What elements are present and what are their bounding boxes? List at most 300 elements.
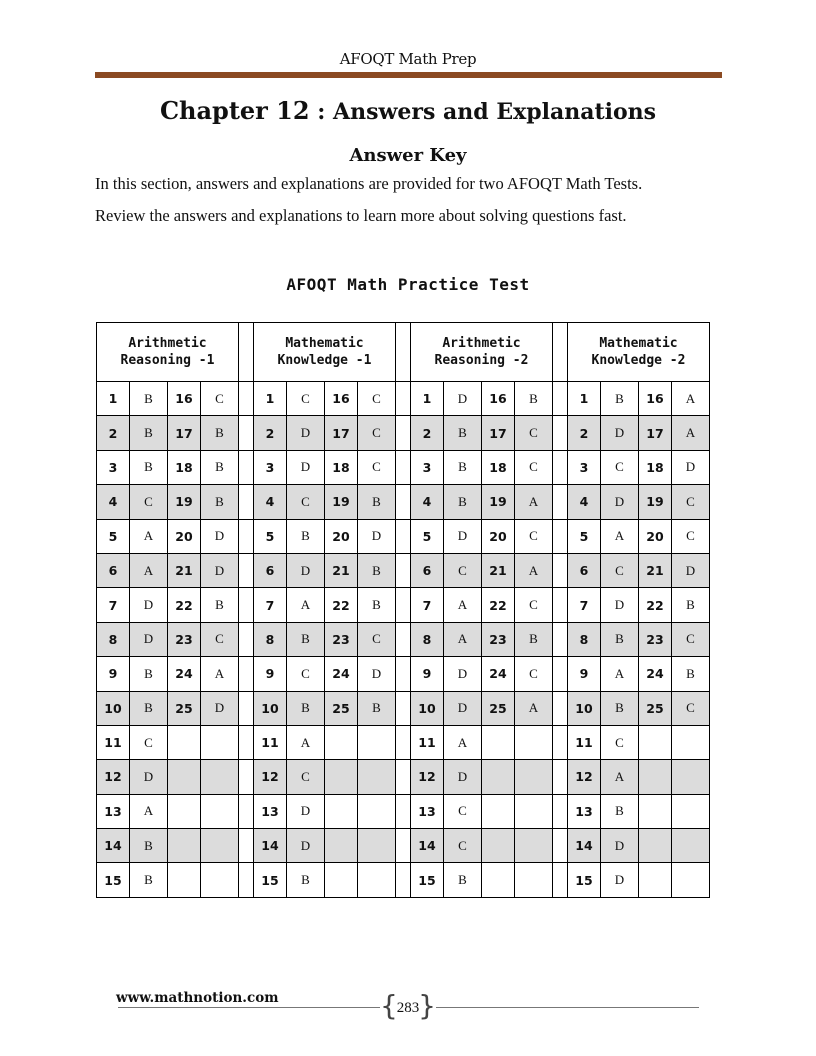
column-gap <box>239 382 254 416</box>
answer-letter: C <box>358 450 396 484</box>
section-title: Answer Key <box>349 145 467 166</box>
answer-letter: D <box>287 416 325 450</box>
column-gap <box>396 485 411 519</box>
column-gap <box>239 622 254 656</box>
table-row <box>97 657 710 691</box>
answer-letter: B <box>358 588 396 622</box>
answer-letter: C <box>672 485 710 519</box>
answer-letter: D <box>358 519 396 553</box>
question-number <box>168 829 201 863</box>
answer-letter: B <box>130 382 168 416</box>
answer-letter: A <box>130 553 168 587</box>
table-row <box>97 725 710 759</box>
block-header <box>568 323 710 382</box>
answer-letter: B <box>130 863 168 897</box>
question-number: 17 <box>325 416 358 450</box>
question-number: 2 <box>568 416 601 450</box>
answer-letter: C <box>601 553 639 587</box>
question-number: 1 <box>254 382 287 416</box>
question-number <box>482 829 515 863</box>
question-number: 18 <box>168 450 201 484</box>
answer-letter: A <box>515 691 553 725</box>
answer-letter: A <box>130 519 168 553</box>
question-number <box>482 725 515 759</box>
question-number: 24 <box>325 657 358 691</box>
block-header-line-1: Arithmetic <box>128 336 207 351</box>
column-gap <box>396 794 411 828</box>
right-brace-icon: } <box>418 989 436 1022</box>
question-number: 19 <box>639 485 672 519</box>
block-header <box>97 323 239 382</box>
answer-letter: B <box>515 382 553 416</box>
answer-letter: D <box>130 760 168 794</box>
question-number <box>639 863 672 897</box>
answer-letter: D <box>130 622 168 656</box>
column-gap <box>239 323 254 382</box>
answer-letter: A <box>444 588 482 622</box>
answer-letter <box>358 794 396 828</box>
answer-letter <box>201 829 239 863</box>
question-number: 6 <box>97 553 130 587</box>
answer-letter: D <box>601 416 639 450</box>
question-number: 11 <box>411 725 444 759</box>
question-number: 4 <box>254 485 287 519</box>
answer-letter <box>358 760 396 794</box>
block-header-line-2: Reasoning -2 <box>434 353 529 368</box>
question-number: 21 <box>168 553 201 587</box>
block-header-line-2: Reasoning -1 <box>120 353 215 368</box>
answer-letter <box>515 725 553 759</box>
answer-letter: C <box>601 450 639 484</box>
question-number: 15 <box>254 863 287 897</box>
question-number <box>325 725 358 759</box>
question-number: 11 <box>568 725 601 759</box>
table-row <box>97 622 710 656</box>
answer-letter <box>672 829 710 863</box>
column-gap <box>239 760 254 794</box>
answer-letter <box>515 760 553 794</box>
column-gap <box>553 657 568 691</box>
question-number: 9 <box>97 657 130 691</box>
question-number: 7 <box>411 588 444 622</box>
answer-letter: C <box>201 622 239 656</box>
question-number: 22 <box>482 588 515 622</box>
block-header <box>411 323 553 382</box>
question-number: 4 <box>568 485 601 519</box>
answer-letter: C <box>358 622 396 656</box>
question-number: 11 <box>254 725 287 759</box>
question-number: 21 <box>482 553 515 587</box>
table-row <box>97 829 710 863</box>
page-number-box <box>380 989 436 1022</box>
answer-letter: D <box>601 863 639 897</box>
question-number: 4 <box>97 485 130 519</box>
intro-paragraph-line-1: In this section, answers and explanations are provided for two AFOQT Math Tests. <box>95 174 643 193</box>
answer-letter: C <box>672 519 710 553</box>
column-gap <box>239 725 254 759</box>
question-number: 24 <box>168 657 201 691</box>
running-header: AFOQT Math Prep <box>339 50 477 68</box>
table-row <box>97 450 710 484</box>
answer-letter: D <box>444 760 482 794</box>
question-number: 3 <box>568 450 601 484</box>
question-number: 8 <box>97 622 130 656</box>
answer-letter: C <box>287 382 325 416</box>
answer-table-title: AFOQT Math Practice Test <box>286 275 530 294</box>
answer-letter: C <box>358 416 396 450</box>
answer-letter: D <box>672 450 710 484</box>
column-gap <box>239 794 254 828</box>
question-number: 14 <box>254 829 287 863</box>
answer-letter <box>515 829 553 863</box>
answer-letter: C <box>515 588 553 622</box>
block-header-line-2: Knowledge -2 <box>591 353 686 368</box>
chapter-title-text: : Answers and Explanations <box>317 99 657 125</box>
answer-letter: D <box>444 657 482 691</box>
column-gap <box>396 519 411 553</box>
answer-letter <box>201 794 239 828</box>
question-number: 5 <box>97 519 130 553</box>
question-number <box>482 794 515 828</box>
column-gap <box>553 553 568 587</box>
question-number: 13 <box>411 794 444 828</box>
answer-letter: B <box>601 691 639 725</box>
question-number: 17 <box>482 416 515 450</box>
answer-letter: B <box>130 416 168 450</box>
answer-letter: C <box>130 485 168 519</box>
question-number: 10 <box>254 691 287 725</box>
answer-letter: D <box>287 450 325 484</box>
question-number <box>639 794 672 828</box>
column-gap <box>553 323 568 382</box>
column-gap <box>396 829 411 863</box>
answer-letter: C <box>672 691 710 725</box>
question-number: 16 <box>482 382 515 416</box>
question-number: 7 <box>568 588 601 622</box>
question-number: 2 <box>411 416 444 450</box>
answer-letter: B <box>201 588 239 622</box>
answer-letter: B <box>287 863 325 897</box>
column-gap <box>396 382 411 416</box>
answer-letter <box>201 863 239 897</box>
answer-letter <box>515 794 553 828</box>
question-number: 25 <box>168 691 201 725</box>
column-gap <box>553 863 568 897</box>
table-row <box>97 519 710 553</box>
answer-letter: A <box>672 382 710 416</box>
question-number: 1 <box>568 382 601 416</box>
answer-letter: C <box>444 794 482 828</box>
question-number <box>325 863 358 897</box>
question-number: 13 <box>97 794 130 828</box>
question-number: 22 <box>325 588 358 622</box>
answer-letter: D <box>444 382 482 416</box>
table-row <box>97 416 710 450</box>
answer-letter: D <box>287 553 325 587</box>
answer-letter: A <box>201 657 239 691</box>
answer-letter: B <box>515 622 553 656</box>
question-number: 3 <box>97 450 130 484</box>
column-gap <box>239 588 254 622</box>
block-header-line-1: Mathematic <box>599 336 678 351</box>
question-number: 17 <box>639 416 672 450</box>
question-number <box>482 863 515 897</box>
question-number: 23 <box>639 622 672 656</box>
column-gap <box>239 829 254 863</box>
answer-letter: D <box>601 829 639 863</box>
question-number: 1 <box>411 382 444 416</box>
question-number: 19 <box>168 485 201 519</box>
answer-letter: B <box>201 485 239 519</box>
question-number: 18 <box>325 450 358 484</box>
column-gap <box>396 657 411 691</box>
answer-letter: C <box>287 485 325 519</box>
question-number: 23 <box>168 622 201 656</box>
answer-letter: C <box>515 519 553 553</box>
question-number <box>325 760 358 794</box>
answer-letter <box>672 863 710 897</box>
question-number <box>325 794 358 828</box>
question-number <box>168 794 201 828</box>
question-number <box>168 725 201 759</box>
answer-letter: C <box>515 657 553 691</box>
question-number: 6 <box>254 553 287 587</box>
answer-letter: D <box>672 553 710 587</box>
question-number: 24 <box>639 657 672 691</box>
answer-letter: B <box>287 622 325 656</box>
answer-letter: A <box>515 485 553 519</box>
question-number: 12 <box>97 760 130 794</box>
block-header <box>254 323 396 382</box>
answer-letter: B <box>601 622 639 656</box>
column-gap <box>553 622 568 656</box>
question-number: 5 <box>254 519 287 553</box>
answer-letter: B <box>130 450 168 484</box>
question-number <box>639 725 672 759</box>
table-row <box>97 760 710 794</box>
question-number: 16 <box>325 382 358 416</box>
question-number: 10 <box>97 691 130 725</box>
question-number: 2 <box>254 416 287 450</box>
column-gap <box>239 863 254 897</box>
answer-letter: C <box>515 416 553 450</box>
answer-letter: C <box>201 382 239 416</box>
question-number <box>639 829 672 863</box>
question-number: 12 <box>254 760 287 794</box>
question-number: 9 <box>568 657 601 691</box>
answer-letter: B <box>444 450 482 484</box>
column-gap <box>553 829 568 863</box>
answer-letter: A <box>444 622 482 656</box>
question-number: 19 <box>482 485 515 519</box>
answer-letter: A <box>287 725 325 759</box>
answer-letter <box>672 725 710 759</box>
answer-letter <box>201 725 239 759</box>
question-number: 14 <box>568 829 601 863</box>
table-row <box>97 553 710 587</box>
answer-letter <box>672 794 710 828</box>
question-number: 25 <box>639 691 672 725</box>
answer-letter: D <box>201 519 239 553</box>
answer-letter: A <box>601 657 639 691</box>
answer-letter: C <box>515 450 553 484</box>
question-number: 15 <box>97 863 130 897</box>
question-number <box>168 863 201 897</box>
question-number: 24 <box>482 657 515 691</box>
question-number: 8 <box>411 622 444 656</box>
answer-letter <box>358 725 396 759</box>
column-gap <box>239 657 254 691</box>
answer-letter: B <box>601 794 639 828</box>
answer-letter: C <box>601 725 639 759</box>
question-number: 6 <box>411 553 444 587</box>
question-number: 8 <box>254 622 287 656</box>
question-number: 17 <box>168 416 201 450</box>
answer-letter: C <box>130 725 168 759</box>
answer-letter: D <box>444 519 482 553</box>
answer-letter: C <box>444 829 482 863</box>
question-number: 20 <box>482 519 515 553</box>
question-number: 18 <box>639 450 672 484</box>
column-gap <box>239 416 254 450</box>
answer-letter <box>201 760 239 794</box>
question-number: 8 <box>568 622 601 656</box>
answer-letter <box>672 760 710 794</box>
question-number: 20 <box>639 519 672 553</box>
question-number: 7 <box>97 588 130 622</box>
answer-letter: C <box>358 382 396 416</box>
table-row <box>97 382 710 416</box>
answer-letter: A <box>601 760 639 794</box>
question-number: 9 <box>254 657 287 691</box>
question-number: 22 <box>168 588 201 622</box>
answer-letter: B <box>130 657 168 691</box>
question-number: 6 <box>568 553 601 587</box>
question-number: 18 <box>482 450 515 484</box>
answer-letter: B <box>201 450 239 484</box>
chapter-title <box>0 96 816 125</box>
answer-letter <box>358 863 396 897</box>
question-number: 23 <box>325 622 358 656</box>
answer-letter: D <box>130 588 168 622</box>
answer-letter: D <box>201 553 239 587</box>
page-number: 283 <box>396 1000 420 1016</box>
answer-letter: B <box>444 863 482 897</box>
table-row <box>97 794 710 828</box>
answer-letter: B <box>358 485 396 519</box>
footer-website: www.mathnotion.com <box>116 990 279 1006</box>
question-number: 15 <box>568 863 601 897</box>
question-number: 19 <box>325 485 358 519</box>
question-number: 11 <box>97 725 130 759</box>
question-number: 3 <box>411 450 444 484</box>
answer-letter: A <box>444 725 482 759</box>
question-number: 21 <box>325 553 358 587</box>
answer-letter: B <box>287 691 325 725</box>
column-gap <box>553 519 568 553</box>
answer-letter: B <box>672 588 710 622</box>
header-rule <box>95 72 722 78</box>
column-gap <box>396 725 411 759</box>
answer-letter: B <box>130 691 168 725</box>
column-gap <box>553 382 568 416</box>
answer-letter: B <box>287 519 325 553</box>
answer-letter: D <box>358 657 396 691</box>
answer-letter: A <box>515 553 553 587</box>
answer-key-table <box>96 322 710 898</box>
footer-rule-left <box>118 1007 380 1008</box>
column-gap <box>553 416 568 450</box>
column-gap <box>396 863 411 897</box>
column-gap <box>396 553 411 587</box>
question-number <box>482 760 515 794</box>
question-number: 23 <box>482 622 515 656</box>
question-number: 2 <box>97 416 130 450</box>
table-row <box>97 485 710 519</box>
column-gap <box>239 691 254 725</box>
answer-letter: D <box>601 485 639 519</box>
answer-letter: D <box>287 829 325 863</box>
question-number: 12 <box>411 760 444 794</box>
column-gap <box>396 691 411 725</box>
answer-letter: C <box>672 622 710 656</box>
block-header-line-2: Knowledge -1 <box>277 353 372 368</box>
answer-letter: A <box>672 416 710 450</box>
answer-letter: D <box>601 588 639 622</box>
question-number: 14 <box>411 829 444 863</box>
answer-letter: B <box>358 553 396 587</box>
question-number: 4 <box>411 485 444 519</box>
intro-paragraph-line-2: Review the answers and explanations to learn more about solving questions fast. <box>95 206 627 225</box>
answer-letter: B <box>201 416 239 450</box>
question-number: 5 <box>411 519 444 553</box>
answer-letter: B <box>672 657 710 691</box>
question-number: 9 <box>411 657 444 691</box>
column-gap <box>396 622 411 656</box>
column-gap <box>239 519 254 553</box>
question-number: 25 <box>325 691 358 725</box>
block-header-line-1: Arithmetic <box>442 336 521 351</box>
column-gap <box>553 588 568 622</box>
answer-letter: B <box>601 382 639 416</box>
answer-letter: D <box>201 691 239 725</box>
column-gap <box>239 553 254 587</box>
question-number: 14 <box>97 829 130 863</box>
answer-letter <box>515 863 553 897</box>
question-number: 13 <box>254 794 287 828</box>
answer-letter: A <box>601 519 639 553</box>
column-gap <box>553 725 568 759</box>
answer-letter: B <box>444 416 482 450</box>
question-number: 21 <box>639 553 672 587</box>
answer-letter: C <box>287 760 325 794</box>
column-gap <box>396 588 411 622</box>
question-number: 12 <box>568 760 601 794</box>
answer-letter: C <box>444 553 482 587</box>
answer-letter: B <box>130 829 168 863</box>
question-number <box>325 829 358 863</box>
column-gap <box>239 450 254 484</box>
question-number: 7 <box>254 588 287 622</box>
table-row <box>97 691 710 725</box>
question-number: 16 <box>639 382 672 416</box>
question-number: 20 <box>325 519 358 553</box>
question-number: 5 <box>568 519 601 553</box>
column-gap <box>553 485 568 519</box>
answer-letter: D <box>444 691 482 725</box>
answer-letter: A <box>287 588 325 622</box>
question-number <box>168 760 201 794</box>
